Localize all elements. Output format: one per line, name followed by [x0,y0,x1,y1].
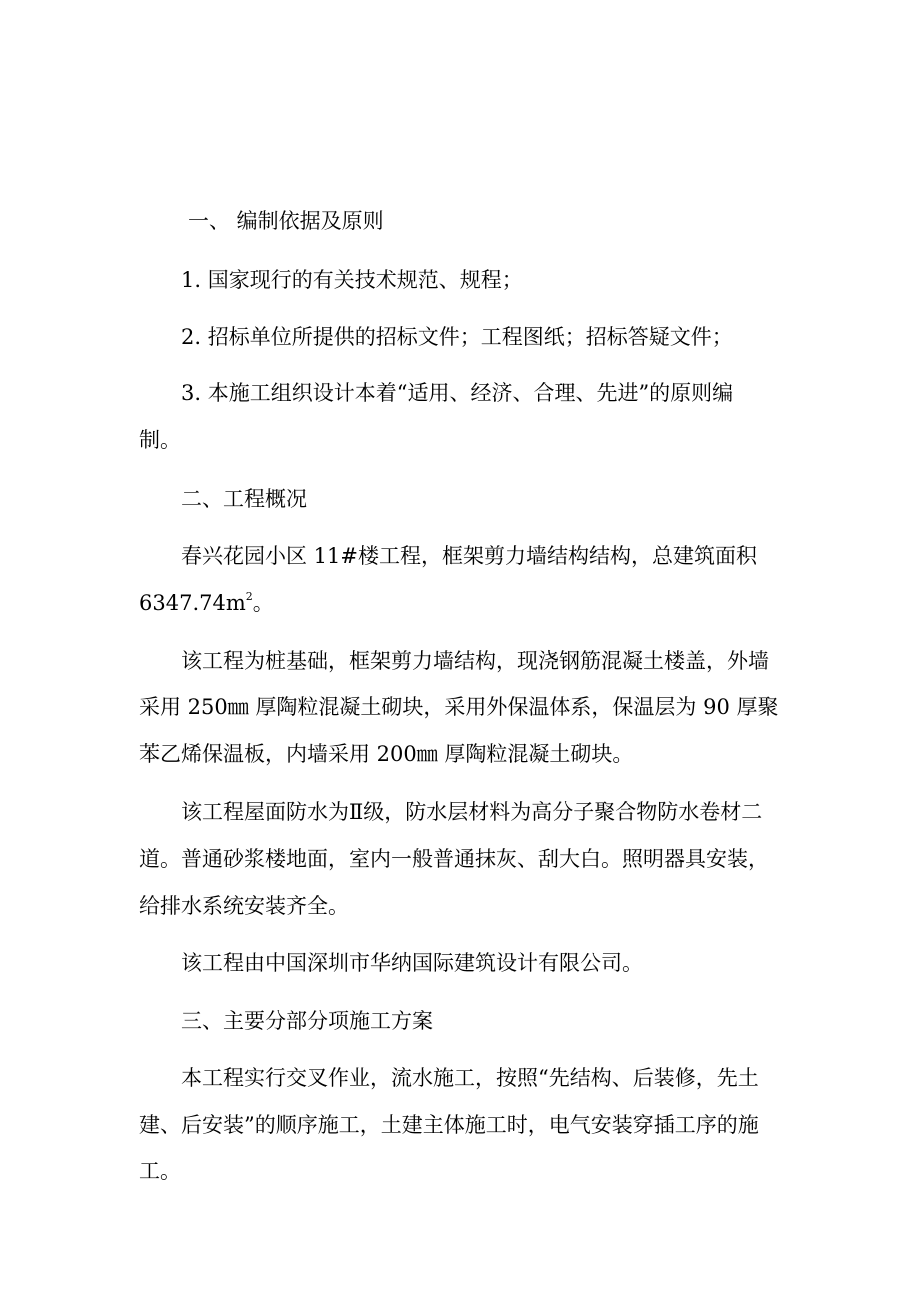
section-heading-3: 三、主要分部分项施工方案 [181,1009,433,1033]
overview-paragraph-3-line-1: 该工程屋面防水为Ⅱ级，防水层材料为高分子聚合物防水卷材二 [181,800,763,824]
plan-paragraph-line-3: 工。 [139,1159,181,1183]
basis-item-2: 2. 招标单位所提供的招标文件；工程图纸；招标答疑文件； [181,325,733,349]
overview-paragraph-3-line-2: 道。普通砂浆楼地面，室内一般普通抹灰、刮大白。照明器具安装， [139,847,769,871]
overview-paragraph-2-line-3: 苯乙烯保温板，内墙采用 200㎜ 厚陶粒混凝土砌块。 [139,742,634,766]
basis-item-3-line-1: 3. 本施工组织设计本着“适用、经济、合理、先进”的原则编 [181,381,734,405]
sentence-end: 。 [252,591,274,615]
section-heading-2: 二、工程概况 [181,487,307,511]
area-unit-superscript: 2 [245,590,253,603]
overview-paragraph-1-line-1: 春兴花园小区 11#楼工程，框架剪力墙结构结构，总建筑面积 [181,544,757,568]
overview-paragraph-3-line-3: 给排水系统安装齐全。 [139,894,349,918]
overview-paragraph-2-line-2: 采用 250㎜ 厚陶粒混凝土砌块，采用外保温体系，保温层为 90 厚聚 [139,695,779,719]
overview-paragraph-2-line-1: 该工程为桩基础，框架剪力墙结构，现浇钢筋混凝土楼盖，外墙 [181,649,769,673]
basis-item-3-line-2: 制。 [139,428,181,452]
overview-paragraph-4: 该工程由中国深圳市华纳国际建筑设计有限公司。 [181,951,643,975]
section-heading-1: 一、 编制依据及原则 [188,209,384,233]
building-area-value: 6347.74m [139,591,246,615]
basis-item-1: 1. 国家现行的有关技术规范、规程； [181,268,523,292]
plan-paragraph-line-1: 本工程实行交叉作业，流水施工，按照“先结构、后装修，先土 [181,1066,759,1090]
plan-paragraph-line-2: 建、后安装”的顺序施工，土建主体施工时，电气安装穿插工序的施 [139,1113,759,1137]
overview-paragraph-1-line-2 [139,588,274,618]
